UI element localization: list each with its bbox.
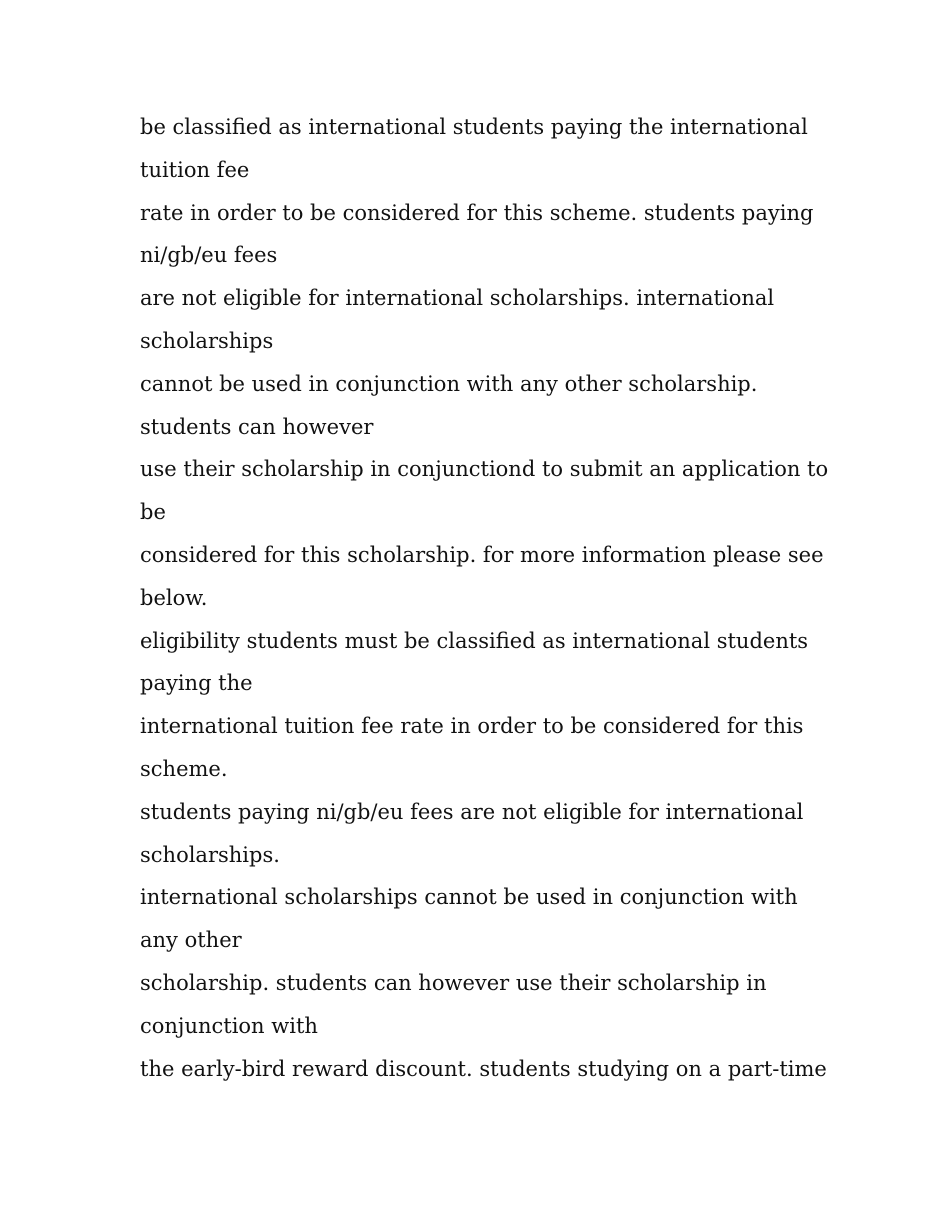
text-line: any other [140,928,242,953]
text-line: scheme. [140,756,228,781]
text-line: are not eligible for international scholarships. international [140,286,775,311]
text-line: scholarships. [140,842,280,867]
text-line: eligibility students must be classified as international students [140,628,809,653]
text-line: tuition fee [140,157,250,182]
text-line: students can however [140,414,374,439]
text-line: scholarships [140,328,274,353]
text-line: the early-bird reward discount. students studying on a part-time [140,1056,827,1081]
text-line: scholarship. students can however use their scholarship in [140,970,767,995]
text-line: international scholarships cannot be used in conjunction with [140,885,798,910]
text-line: international tuition fee rate in order to be considered for this [140,714,804,739]
text-line: students paying ni/gb/eu fees are not eligible for international [140,799,804,824]
text-line: rate in order to be considered for this scheme. students paying [140,200,814,225]
text-line: use their scholarship in conjunctiond to submit an application to [140,457,829,482]
document-body-text [140,106,829,1090]
text-line: cannot be used in conjunction with any other scholarship. [140,371,758,396]
text-line: be classified as international students paying the international [140,115,808,139]
text-line: ni/gb/eu fees [140,243,278,268]
text-line: below. [140,585,208,610]
text-line: paying the [140,671,253,696]
text-line: be [140,500,166,525]
text-line: conjunction with [140,1013,318,1038]
text-line: considered for this scholarship. for more information please see [140,542,824,567]
